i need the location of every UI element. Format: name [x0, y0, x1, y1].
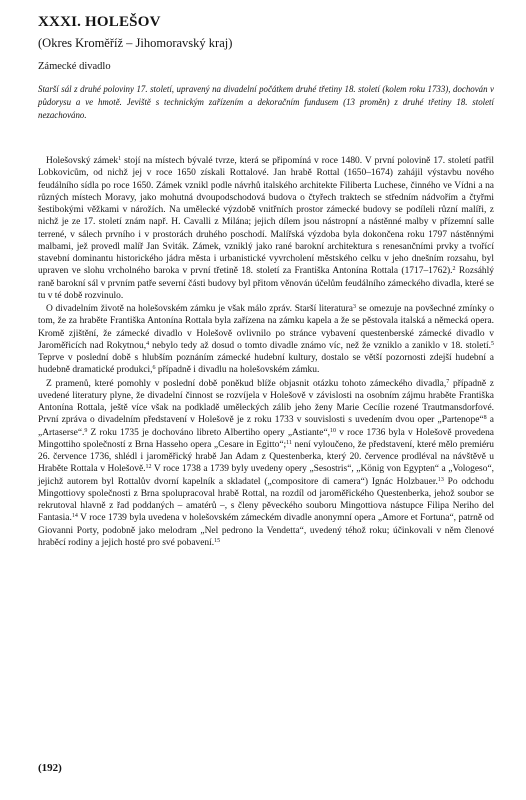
text-run: O divadelním životě na holešovském zámku je však málo zpráv. Starší literatura [46, 304, 353, 314]
text-run: nebylo tedy až dosud o tomto divadle známo víc, než že vzniklo a zaniklo v 18. století. [149, 340, 492, 351]
text-run: stojí na místech bývalé tvrze, která se připomíná v roce 1480. V první polovině 17. století patřil Lobkovicům, od nichž jej v roce 1650 získali Rottalové. Jan hrabě Rottal (1650–1674) zahájil výstavbu nového feudálního sídla po roce 1650. Zámek vznikl podle návrhů italského architekte Filiberta Luchese, činného ve Vídni a na různých místech Moravy, jako mohutná dvoupodschodová budova o čtyřech traktech se středním nádvořím a čtyřmi šestibokými věžkami v nárožích. Na umělecké výzdobě vnitřních prostor zámecké budovy se podíleli různí malíři, z nichž je ze 17. století znám např. H. Cavalli z Milána; jejich dílem jsou nástropní a nástěnné malby v přízemní salle terrené, v sálech prvního i v prostorách druhého poschodí. Malířská výzdoba byla dokončena roku 1797 nástěnnými malbami, jež provedl malíř Jan Sviták. Zámek, vzniklý jako rané barokní architektura s renesančními prvky a tvořící stavební dominantu historického jádra města i urbanistické vyvrcholení městského celku v jeho dnešním rozsahu, byl upraven ve slohu vrcholného baroka v první třetině 18. století za Františka Antonína Rottala (1717–1762). [38, 156, 494, 277]
footnote-reference: 4 [146, 340, 150, 347]
body-paragraph [38, 378, 494, 550]
text-run: Rozsáhlý raně barokní sál v prvním patře severní části budovy byl přitom věnován účelům feudálního zámeckého divadla, které se tu v té době rozvinulo. [38, 266, 494, 301]
text-run: Po odchodu Mingottiovy společnosti z Brna spolupracoval hrabě Rottal, na rozdíl od jaroměřického Questenberka, jehož soubor se rekrutoval hlavně z řad poddaných – amatérů –, s členy pěveckého souboru Mingottiova nástupce Filipa Neriho del Fantasia. [38, 476, 494, 524]
footnote-reference: 8 [483, 415, 487, 422]
text-run: Z pramenů, které pomohly v poslední době poněkud blíže objasnit otázku tohoto zámeckého divadla, [46, 378, 447, 389]
body-paragraph [38, 303, 494, 377]
building-title: Zámecké divadlo [38, 61, 111, 72]
footnote-reference: 14 [71, 513, 78, 520]
page-number: (192) [38, 762, 62, 774]
footnote-reference: 15 [214, 537, 221, 544]
footnote-reference: 2 [452, 266, 456, 273]
footnote-reference: 6 [152, 365, 156, 372]
footnote-reference: 10 [330, 427, 337, 434]
text-run: Holešovský zámek [46, 156, 119, 166]
footnote-reference: 12 [145, 464, 152, 471]
footnote-reference: 5 [491, 340, 495, 347]
footnote-reference: 3 [353, 304, 356, 310]
text-run: případně i divadlu na holešovském zámku. [155, 365, 320, 376]
footnote-reference: 13 [437, 476, 444, 483]
text-run: V roce 1739 byla uvedena v holešovském zámeckém divadle anonymní opera „Amore et Fortuna“, patrně od Giovanni Porty, podobně jako melodram „Nel pedrono la Vendetta“, uvedený téhož roku; účinkovali v něm členové hraběcí rodiny a jejich hosté pro své pobavení. [38, 513, 494, 548]
text-run: případně z uvedené literatury plyne, že divadelní činnost se rozvíjela v Holešově v závislosti na osobním zájmu hraběte Františka Antonína Rottala, ještě více však na podkladě uměleckých zálib jeho ženy Marie Cecílie rozené Trautmansdorfové. První zpráva o divadelním představení v Holešově je z roku 1733 v souvislosti s uvedením dvou oper „Partenope“ [38, 378, 494, 426]
text-run: není vyloučeno, že představení, které mělo premiéru 26. července 1736, shlédl i jaroměřický hrabě Jan Adam z Questenberka, který 20. července prodléval na návštěvě u Hraběte Rottala v Holešově. [38, 439, 494, 475]
text-run: V roce 1738 a 1739 byly uvedeny opery „Sesostris“, „König von Egypten“ a „Vologeso“, jejichž autorem byl Rottalův dvorní kapelník a skladatel („compositore di camera“) Ignác Holzbauer. [38, 464, 494, 487]
text-run: a „Artaserse“. [38, 415, 494, 438]
footnote-reference: 9 [84, 427, 88, 434]
summary-note: Starší sál z druhé poloviny 17. století, upravený na divadelní počátkem druhé třetiny 18. století (kolem roku 1733), dochován v půdorysu a ve hmotě. Jevištĕ s technickým zařízením a dekoračním fundusem (13 proměn) z druhé třetiny 18. století nezachováno. [38, 84, 494, 120]
text-run: se omezuje na povšechné zmínky o tom, že za hraběte Františka Antonína Rottala byla zařízena na zámku kapela a že se pěstovala italská a německá opera. Kromě zjištění, že zámecké divadlo v Holešově ovlivnilo po stránce vybavení questenberské zámecké divadlo v Jaroměřicích nad Rokytnou, [38, 304, 494, 351]
chapter-heading: XXXI. HOLEŠOV [38, 14, 161, 30]
body-paragraph [38, 155, 494, 302]
district-subheading: (Okres Kroměříž – Jihomoravský kraj) [38, 36, 233, 50]
text-run: v roce 1736 byla v Holešově provedena Mingottiho společností z Brna Hasseho opera „Cesare in Egitto“; [38, 427, 494, 450]
footnote-reference: 7 [446, 378, 450, 385]
footnote-reference: 11 [286, 439, 292, 446]
text-run: Z roku 1735 je dochováno libreto Albertiho opery „Astiante“, [87, 427, 331, 438]
body-text [38, 155, 494, 549]
text-run: Teprve v poslední době s hlubším poznáním zámecké hudební kultury, dostalo se větší pozornosti zdejší hudební a hudebně dramatické produkci, [38, 353, 494, 376]
footnote-reference: 1 [118, 156, 122, 162]
